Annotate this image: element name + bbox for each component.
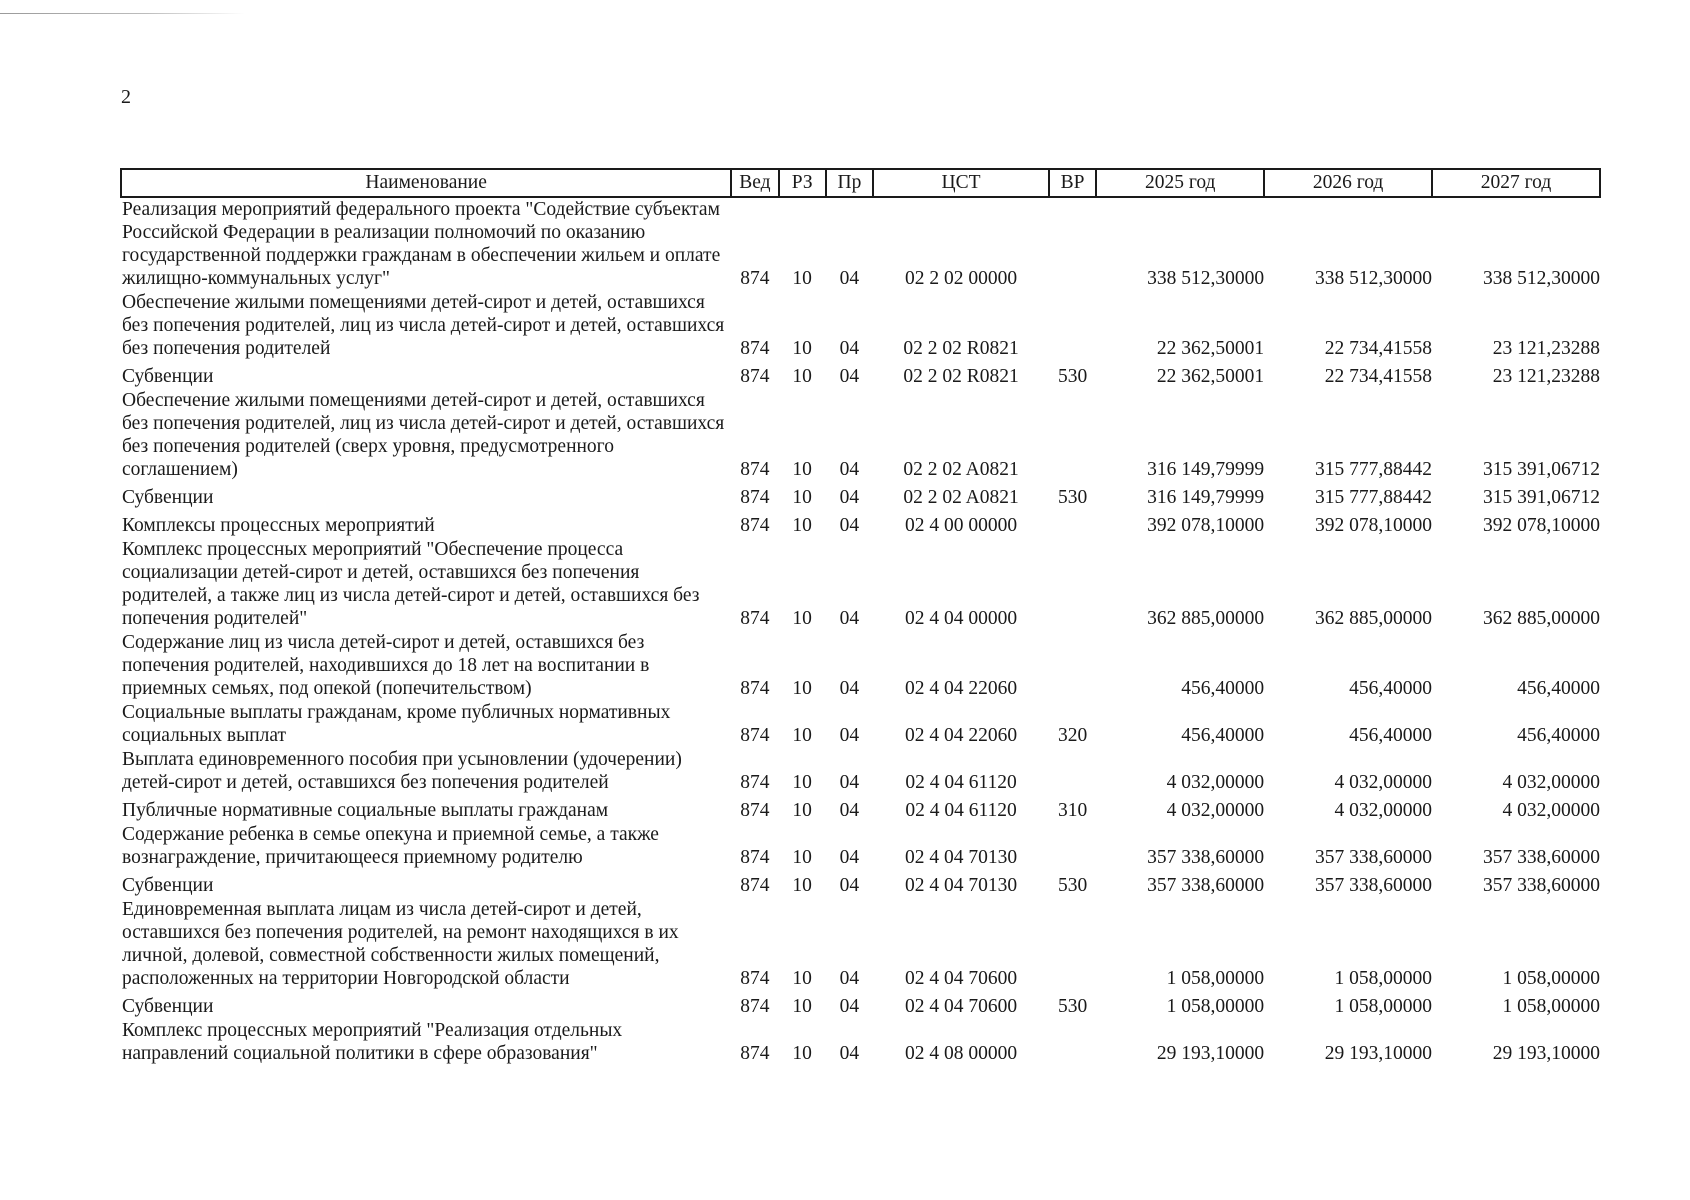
row-rz: 10 <box>792 1043 812 1064</box>
row-amount-2025: 4 032,00000 <box>1166 772 1265 793</box>
row-ved: 874 <box>740 678 770 699</box>
row-amount-2025: 456,40000 <box>1181 725 1265 746</box>
row-cst: 02 4 04 22060 <box>904 678 1018 699</box>
row-pr: 04 <box>839 772 860 793</box>
row-amount-2025: 29 193,10000 <box>1156 1043 1265 1064</box>
row-name: Единовременная выплата лицам из числа детей-сирот и детей, оставшихся без попечения родителей, на ремонт находящихся в их личной, долевой, совместной собственности жилых помещений, расположенных на территории Новгородской области <box>122 899 679 989</box>
row-pr: 04 <box>839 268 860 289</box>
table-row <box>121 870 1600 898</box>
row-ved: 874 <box>740 366 770 387</box>
row-amount-2026: 22 734,41558 <box>1324 366 1433 387</box>
table-row <box>121 795 1600 823</box>
row-ved: 874 <box>740 1043 770 1064</box>
row-amount-2026: 392 078,10000 <box>1315 515 1433 536</box>
row-rz: 10 <box>792 800 812 821</box>
row-amount-2027: 315 391,06712 <box>1483 487 1600 508</box>
row-vr <box>1049 291 1096 361</box>
row-rz: 10 <box>792 338 812 359</box>
row-vr <box>1049 1019 1096 1066</box>
table-row <box>121 538 1600 631</box>
row-ved: 874 <box>740 487 770 508</box>
header-rz: РЗ <box>779 169 826 197</box>
row-rz: 10 <box>792 608 812 629</box>
row-ved: 874 <box>740 608 770 629</box>
row-amount-2025: 357 338,60000 <box>1147 875 1265 896</box>
row-rz: 10 <box>792 725 812 746</box>
row-amount-2025: 1 058,00000 <box>1166 968 1265 989</box>
row-vr <box>1049 823 1096 870</box>
row-vr: 310 <box>1057 800 1088 821</box>
row-ved: 874 <box>740 847 770 868</box>
row-amount-2025: 456,40000 <box>1181 678 1265 699</box>
row-name: Комплексы процессных мероприятий <box>122 515 435 536</box>
row-amount-2025: 22 362,50001 <box>1156 338 1265 359</box>
row-amount-2027: 1 058,00000 <box>1502 996 1600 1017</box>
row-vr <box>1049 898 1096 991</box>
row-name: Выплата единовременного пособия при усыновлении (удочерении) детей-сирот и детей, оставшихся без попечения родителей <box>122 749 682 793</box>
row-rz: 10 <box>792 678 812 699</box>
row-vr: 530 <box>1057 996 1088 1017</box>
row-name: Реализация мероприятий федерального проекта "Содействие субъектам Российской Федерации в реализации полномочий по оказанию государственной поддержки гражданам в обеспечении жильем и оплате жилищно-коммунальных услуг" <box>122 199 721 289</box>
row-cst: 02 2 02 00000 <box>904 268 1018 289</box>
row-rz: 10 <box>792 996 812 1017</box>
row-vr <box>1049 538 1096 631</box>
row-amount-2027: 29 193,10000 <box>1492 1043 1600 1064</box>
row-cst: 02 4 00 00000 <box>904 515 1018 536</box>
row-vr <box>1049 631 1096 701</box>
row-amount-2025: 4 032,00000 <box>1166 800 1265 821</box>
budget-table <box>120 168 1601 1066</box>
row-pr: 04 <box>839 800 860 821</box>
row-pr: 04 <box>839 515 860 536</box>
header-ved: Вед <box>731 169 778 197</box>
row-amount-2027: 392 078,10000 <box>1483 515 1600 536</box>
row-ved: 874 <box>740 268 770 289</box>
row-amount-2027: 23 121,23288 <box>1492 366 1600 387</box>
row-name: Содержание ребенка в семье опекуна и приемной семье, а также вознаграждение, причитающееся приемному родителю <box>122 824 659 868</box>
table-row <box>121 631 1600 701</box>
row-name: Комплекс процессных мероприятий "Реализация отдельных направлений социальной политики в сфере образования" <box>122 1020 623 1064</box>
row-ved: 874 <box>740 725 770 746</box>
row-name: Публичные нормативные социальные выплаты гражданам <box>122 800 609 821</box>
header-vr: ВР <box>1049 169 1096 197</box>
row-ved: 874 <box>740 875 770 896</box>
row-amount-2027: 4 032,00000 <box>1502 800 1600 821</box>
row-cst: 02 4 04 70600 <box>904 996 1018 1017</box>
table-row <box>121 197 1600 291</box>
row-cst: 02 4 04 70130 <box>904 875 1018 896</box>
table-row <box>121 991 1600 1019</box>
header-cst: ЦСТ <box>873 169 1049 197</box>
row-pr: 04 <box>839 678 860 699</box>
row-pr: 04 <box>839 875 860 896</box>
row-cst: 02 4 04 22060 <box>904 725 1018 746</box>
row-amount-2025: 338 512,30000 <box>1147 268 1265 289</box>
row-amount-2026: 29 193,10000 <box>1324 1043 1433 1064</box>
row-amount-2026: 357 338,60000 <box>1315 875 1433 896</box>
row-name: Обеспечение жилыми помещениями детей-сирот и детей, оставшихся без попечения родителей, лиц из числа детей-сирот и детей, оставшихся без попечения родителей <box>122 292 725 359</box>
row-pr: 04 <box>839 366 860 387</box>
row-ved: 874 <box>740 338 770 359</box>
row-name: Социальные выплаты гражданам, кроме публичных нормативных социальных выплат <box>122 702 671 746</box>
table-row <box>121 701 1600 748</box>
row-amount-2025: 357 338,60000 <box>1147 847 1265 868</box>
row-vr <box>1049 510 1096 538</box>
row-vr: 530 <box>1057 366 1088 387</box>
table-body <box>121 197 1600 1066</box>
row-name: Содержание лиц из числа детей-сирот и детей, оставшихся без попечения родителей, находившихся до 18 лет на воспитании в приемных семьях, под опекой (попечительством) <box>122 632 650 699</box>
row-amount-2025: 392 078,10000 <box>1147 515 1265 536</box>
row-pr: 04 <box>839 608 860 629</box>
table-row <box>121 1019 1600 1066</box>
table-row <box>121 291 1600 361</box>
row-pr: 04 <box>839 459 860 480</box>
table-row <box>121 748 1600 795</box>
row-cst: 02 2 02 R0821 <box>903 338 1019 359</box>
row-name: Субвенции <box>122 487 214 508</box>
row-pr: 04 <box>839 968 860 989</box>
scan-artifact-line <box>0 13 245 14</box>
row-ved: 874 <box>740 515 770 536</box>
header-name: Наименование <box>121 169 731 197</box>
row-cst: 02 4 04 61120 <box>905 772 1017 793</box>
row-rz: 10 <box>792 772 812 793</box>
row-rz: 10 <box>792 268 812 289</box>
row-cst: 02 4 08 00000 <box>904 1043 1018 1064</box>
row-amount-2025: 1 058,00000 <box>1166 996 1265 1017</box>
row-amount-2026: 357 338,60000 <box>1315 847 1433 868</box>
row-pr: 04 <box>839 1043 860 1064</box>
row-vr <box>1049 748 1096 795</box>
table-row <box>121 361 1600 389</box>
row-name: Субвенции <box>122 366 214 387</box>
page-number: 2 <box>121 86 131 108</box>
row-vr <box>1049 389 1096 482</box>
row-cst: 02 4 04 70600 <box>904 968 1018 989</box>
row-amount-2026: 22 734,41558 <box>1324 338 1433 359</box>
row-rz: 10 <box>792 875 812 896</box>
row-name: Субвенции <box>122 996 214 1017</box>
row-amount-2027: 362 885,00000 <box>1483 608 1600 629</box>
row-amount-2025: 22 362,50001 <box>1156 366 1265 387</box>
row-pr: 04 <box>839 338 860 359</box>
row-amount-2025: 316 149,79999 <box>1147 487 1265 508</box>
row-cst: 02 4 04 00000 <box>904 608 1018 629</box>
header-2025: 2025 год <box>1096 169 1264 197</box>
row-ved: 874 <box>740 968 770 989</box>
row-name: Субвенции <box>122 875 214 896</box>
row-name: Комплекс процессных мероприятий "Обеспечение процесса социализации детей-сирот и детей, оставшихся без попечения родителей, а также лиц из числа детей-сирот и детей, оставшихся без попечения родителей" <box>122 539 700 629</box>
row-cst: 02 2 02 R0821 <box>903 366 1019 387</box>
row-amount-2027: 4 032,00000 <box>1502 772 1600 793</box>
row-amount-2027: 315 391,06712 <box>1483 459 1600 480</box>
row-pr: 04 <box>839 725 860 746</box>
row-vr <box>1049 197 1096 291</box>
row-ved: 874 <box>740 800 770 821</box>
row-cst: 02 2 02 A0821 <box>903 487 1019 508</box>
header-2027: 2027 год <box>1432 169 1600 197</box>
table-row <box>121 389 1600 482</box>
row-pr: 04 <box>839 847 860 868</box>
row-rz: 10 <box>792 968 812 989</box>
row-name: Обеспечение жилыми помещениями детей-сирот и детей, оставшихся без попечения родителей, лиц из числа детей-сирот и детей, оставшихся без попечения родителей (сверх уровня, предусмотренного соглашением) <box>122 390 725 480</box>
row-cst: 02 2 02 A0821 <box>903 459 1019 480</box>
table-row <box>121 823 1600 870</box>
row-ved: 874 <box>740 996 770 1017</box>
row-amount-2026: 338 512,30000 <box>1315 268 1433 289</box>
row-pr: 04 <box>839 487 860 508</box>
row-vr: 530 <box>1057 875 1088 896</box>
row-amount-2026: 362 885,00000 <box>1315 608 1433 629</box>
row-ved: 874 <box>740 459 770 480</box>
row-rz: 10 <box>792 487 812 508</box>
table-row <box>121 510 1600 538</box>
row-amount-2025: 316 149,79999 <box>1147 459 1265 480</box>
table-header-row <box>121 169 1600 197</box>
row-amount-2027: 338 512,30000 <box>1483 268 1600 289</box>
row-amount-2026: 1 058,00000 <box>1334 996 1433 1017</box>
row-amount-2026: 1 058,00000 <box>1334 968 1433 989</box>
row-amount-2026: 315 777,88442 <box>1315 487 1433 508</box>
row-amount-2026: 4 032,00000 <box>1334 772 1433 793</box>
header-2026: 2026 год <box>1264 169 1432 197</box>
row-pr: 04 <box>839 996 860 1017</box>
row-rz: 10 <box>792 366 812 387</box>
row-amount-2027: 456,40000 <box>1517 725 1600 746</box>
row-amount-2026: 315 777,88442 <box>1315 459 1433 480</box>
row-amount-2027: 456,40000 <box>1517 678 1600 699</box>
row-amount-2026: 456,40000 <box>1349 725 1433 746</box>
row-amount-2027: 1 058,00000 <box>1502 968 1600 989</box>
row-rz: 10 <box>792 515 812 536</box>
table-row <box>121 482 1600 510</box>
row-amount-2026: 456,40000 <box>1349 678 1433 699</box>
row-vr: 530 <box>1057 487 1088 508</box>
row-rz: 10 <box>792 459 812 480</box>
row-amount-2027: 357 338,60000 <box>1483 847 1600 868</box>
row-cst: 02 4 04 61120 <box>905 800 1017 821</box>
row-amount-2027: 23 121,23288 <box>1492 338 1600 359</box>
row-cst: 02 4 04 70130 <box>904 847 1018 868</box>
row-amount-2025: 362 885,00000 <box>1147 608 1265 629</box>
header-pr: Пр <box>826 169 873 197</box>
row-amount-2026: 4 032,00000 <box>1334 800 1433 821</box>
row-rz: 10 <box>792 847 812 868</box>
row-amount-2027: 357 338,60000 <box>1483 875 1600 896</box>
row-vr: 320 <box>1057 725 1088 746</box>
table-row <box>121 898 1600 991</box>
row-ved: 874 <box>740 772 770 793</box>
